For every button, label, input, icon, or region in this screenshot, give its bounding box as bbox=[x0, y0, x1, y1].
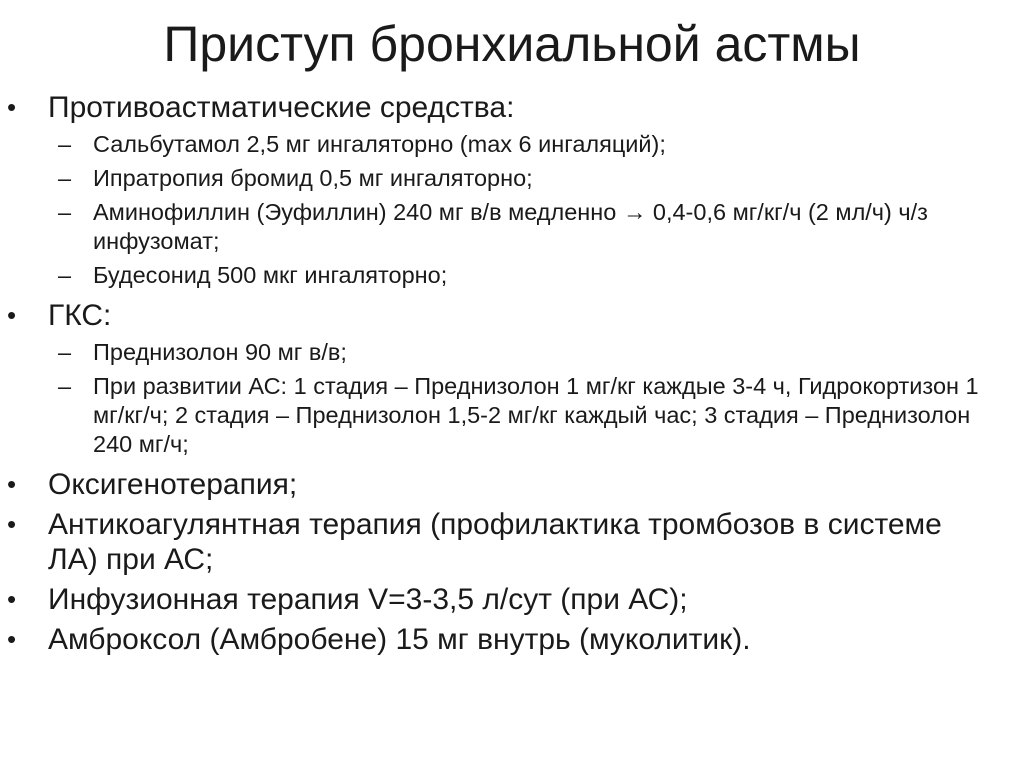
bullet-marker: • bbox=[7, 509, 17, 539]
bullet-marker: • bbox=[7, 300, 17, 330]
dash-marker: – bbox=[58, 373, 72, 399]
bullet-text: Инфузионная терапия V=3-3,5 л/сут (при АС); bbox=[48, 583, 688, 616]
bullet-item bbox=[0, 467, 1024, 502]
sub-item bbox=[0, 130, 1024, 159]
sub-list bbox=[0, 130, 1024, 290]
dash-marker: – bbox=[58, 131, 72, 157]
bullet-item bbox=[0, 582, 1024, 617]
bullet-text: Оксигенотерапия; bbox=[48, 468, 298, 501]
dash-marker: – bbox=[58, 165, 72, 191]
dash-marker: – bbox=[58, 339, 72, 365]
bullet-marker: • bbox=[7, 92, 17, 122]
bullet-item bbox=[0, 90, 1024, 125]
sub-item bbox=[0, 198, 1024, 256]
bullet-item bbox=[0, 298, 1024, 333]
sub-item-text: Преднизолон 90 мг в/в; bbox=[93, 339, 347, 365]
sub-item-text: Ипратропия бромид 0,5 мг ингаляторно; bbox=[93, 165, 533, 191]
sub-list bbox=[0, 338, 1024, 459]
sub-item bbox=[0, 261, 1024, 290]
sub-item-text: Сальбутамол 2,5 мг ингаляторно (max 6 ингаляций); bbox=[93, 131, 666, 157]
sub-item-text: Аминофиллин (Эуфиллин) 240 мг в/в медленно → 0,4-0,6 мг/кг/ч (2 мл/ч) ч/з инфузомат; bbox=[93, 199, 928, 254]
sub-item-text: При развитии АС: 1 стадия – Преднизолон 1 мг/кг каждые 3-4 ч, Гидрокортизон 1 мг/кг/ч; 2 стадия – Преднизолон 1,5-2 мг/кг каждый час; 3 стадия – Преднизолон 240 мг/ч; bbox=[93, 373, 979, 457]
sub-item bbox=[0, 338, 1024, 367]
sub-item bbox=[0, 164, 1024, 193]
slide-title: Приступ бронхиальной астмы bbox=[163, 16, 861, 72]
bullet-marker: • bbox=[7, 469, 17, 499]
bullet-text: Антикоагулянтная терапия (профилактика тромбозов в системе ЛА) при АС; bbox=[48, 508, 942, 576]
sub-item bbox=[0, 372, 1024, 459]
dash-marker: – bbox=[58, 262, 72, 288]
bullet-item bbox=[0, 622, 1024, 657]
bullet-item bbox=[0, 507, 1024, 577]
dash-marker: – bbox=[58, 199, 72, 225]
bullet-text: Амброксол (Амбробене) 15 мг внутрь (муколитик). bbox=[48, 623, 751, 656]
bullet-text: ГКС: bbox=[48, 299, 112, 332]
bullet-marker: • bbox=[7, 624, 17, 654]
bullet-marker: • bbox=[7, 584, 17, 614]
bullet-text: Противоастматические средства: bbox=[48, 91, 515, 124]
sub-item-text: Будесонид 500 мкг ингаляторно; bbox=[93, 262, 448, 288]
slide-content bbox=[0, 90, 1024, 662]
